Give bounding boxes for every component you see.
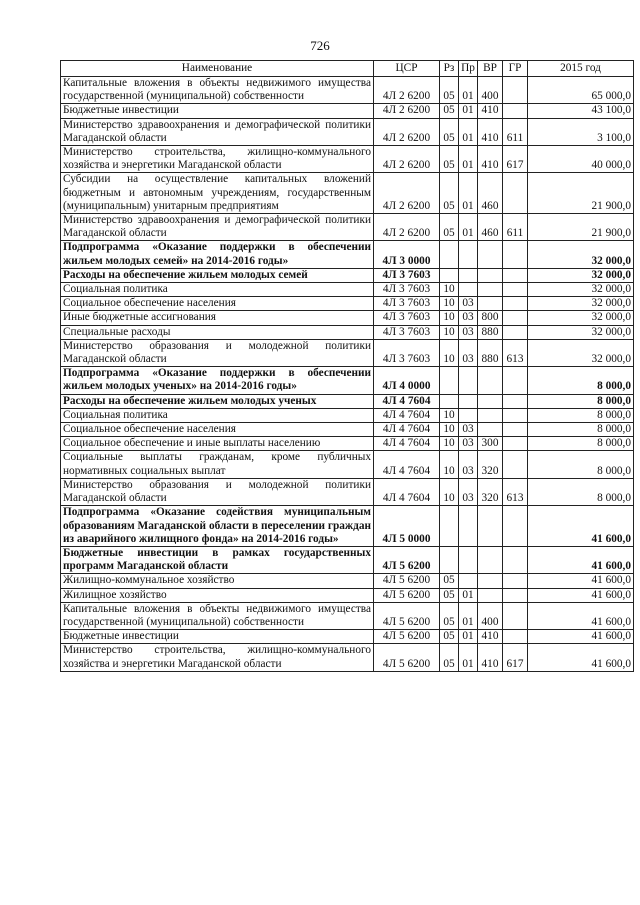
cell-rz: 05 (440, 644, 459, 671)
cell-amount: 32 000,0 (528, 311, 634, 325)
cell-name: Жилищно-коммунальное хозяйство (61, 574, 374, 588)
table-row (61, 118, 634, 145)
cell-rz: 10 (440, 311, 459, 325)
cell-name: Расходы на обеспечение жильем молодых ученых (61, 394, 374, 408)
cell-gr: 617 (503, 146, 528, 173)
cell-gr (503, 104, 528, 118)
cell-name: Социальная политика (61, 408, 374, 422)
cell-name: Бюджетные инвестиции (61, 104, 374, 118)
cell-csr: 4Л 4 7604 (374, 437, 440, 451)
table-row (61, 408, 634, 422)
table-row (61, 602, 634, 629)
cell-rz: 10 (440, 423, 459, 437)
cell-vr: 410 (478, 104, 503, 118)
cell-vr (478, 506, 503, 547)
cell-rz (440, 394, 459, 408)
cell-csr: 4Л 3 7603 (374, 268, 440, 282)
cell-rz (440, 241, 459, 268)
cell-csr: 4Л 2 6200 (374, 173, 440, 214)
table-row (61, 77, 634, 104)
cell-gr (503, 173, 528, 214)
cell-csr: 4Л 3 7603 (374, 311, 440, 325)
cell-amount: 32 000,0 (528, 241, 634, 268)
table-row (61, 437, 634, 451)
cell-vr (478, 283, 503, 297)
cell-vr (478, 588, 503, 602)
cell-name: Социальное обеспечение и иные выплаты населению (61, 437, 374, 451)
cell-csr: 4Л 4 7604 (374, 394, 440, 408)
cell-rz: 05 (440, 588, 459, 602)
cell-rz: 05 (440, 602, 459, 629)
cell-csr: 4Л 4 7604 (374, 423, 440, 437)
cell-amount: 41 600,0 (528, 644, 634, 671)
cell-vr (478, 367, 503, 394)
cell-name: Социальное обеспечение населения (61, 297, 374, 311)
cell-vr (478, 241, 503, 268)
cell-amount: 8 000,0 (528, 423, 634, 437)
cell-csr: 4Л 3 7603 (374, 339, 440, 366)
cell-vr: 880 (478, 339, 503, 366)
cell-rz: 05 (440, 104, 459, 118)
cell-csr: 4Л 5 6200 (374, 588, 440, 602)
cell-gr (503, 325, 528, 339)
cell-csr: 4Л 2 6200 (374, 104, 440, 118)
cell-pr: 03 (459, 451, 478, 478)
table-row (61, 506, 634, 547)
cell-gr (503, 630, 528, 644)
table-row (61, 367, 634, 394)
cell-amount: 41 600,0 (528, 574, 634, 588)
cell-name: Подпрограмма «Оказание содействия муниципальным образованиям Магаданской области в переселении граждан из аварийного жилищного фонда» на 2014-2016 годы» (61, 506, 374, 547)
cell-name: Министерство здравоохранения и демографической политики Магаданской области (61, 214, 374, 241)
header-name: Наименование (61, 61, 374, 77)
cell-rz: 05 (440, 630, 459, 644)
cell-pr: 01 (459, 602, 478, 629)
cell-vr: 400 (478, 602, 503, 629)
cell-csr: 4Л 4 7604 (374, 451, 440, 478)
cell-amount: 8 000,0 (528, 478, 634, 505)
cell-gr (503, 437, 528, 451)
cell-pr: 01 (459, 104, 478, 118)
cell-pr: 01 (459, 173, 478, 214)
cell-name: Подпрограмма «Оказание поддержки в обеспечении жильем молодых ученых» на 2014-2016 годы» (61, 367, 374, 394)
cell-rz: 10 (440, 408, 459, 422)
cell-name: Социальная политика (61, 283, 374, 297)
header-year: 2015 год (528, 61, 634, 77)
cell-pr: 01 (459, 146, 478, 173)
cell-vr: 320 (478, 451, 503, 478)
cell-csr: 4Л 4 0000 (374, 367, 440, 394)
cell-csr: 4Л 3 7603 (374, 297, 440, 311)
cell-csr: 4Л 2 6200 (374, 146, 440, 173)
cell-vr: 410 (478, 146, 503, 173)
table-row (61, 241, 634, 268)
table-row (61, 644, 634, 671)
cell-name: Социальные выплаты гражданам, кроме публичных нормативных социальных выплат (61, 451, 374, 478)
table-row (61, 146, 634, 173)
cell-vr: 460 (478, 173, 503, 214)
cell-pr: 01 (459, 214, 478, 241)
cell-vr (478, 268, 503, 282)
cell-vr: 300 (478, 437, 503, 451)
cell-csr: 4Л 4 7604 (374, 478, 440, 505)
cell-csr: 4Л 2 6200 (374, 77, 440, 104)
header-csr: ЦСР (374, 61, 440, 77)
table-row (61, 478, 634, 505)
cell-pr: 03 (459, 478, 478, 505)
cell-amount: 41 600,0 (528, 602, 634, 629)
cell-name: Расходы на обеспечение жильем молодых семей (61, 268, 374, 282)
cell-pr (459, 241, 478, 268)
table-row (61, 588, 634, 602)
cell-vr (478, 574, 503, 588)
cell-vr: 880 (478, 325, 503, 339)
cell-csr: 4Л 5 6200 (374, 546, 440, 573)
cell-gr (503, 588, 528, 602)
cell-amount: 41 600,0 (528, 546, 634, 573)
cell-name: Социальное обеспечение населения (61, 423, 374, 437)
cell-pr: 03 (459, 297, 478, 311)
cell-gr (503, 77, 528, 104)
cell-gr (503, 506, 528, 547)
table-row (61, 325, 634, 339)
cell-amount: 8 000,0 (528, 394, 634, 408)
page-number: 726 (310, 38, 330, 53)
cell-vr: 800 (478, 311, 503, 325)
cell-rz (440, 367, 459, 394)
cell-csr: 4Л 5 6200 (374, 644, 440, 671)
cell-pr (459, 574, 478, 588)
cell-rz (440, 506, 459, 547)
cell-csr: 4Л 4 7604 (374, 408, 440, 422)
cell-rz: 10 (440, 478, 459, 505)
cell-gr (503, 311, 528, 325)
table-row (61, 423, 634, 437)
cell-rz: 05 (440, 146, 459, 173)
cell-amount: 40 000,0 (528, 146, 634, 173)
cell-gr (503, 297, 528, 311)
cell-gr (503, 283, 528, 297)
table-row (61, 546, 634, 573)
cell-rz: 05 (440, 77, 459, 104)
cell-pr: 03 (459, 423, 478, 437)
cell-vr (478, 546, 503, 573)
cell-gr (503, 268, 528, 282)
cell-rz: 05 (440, 173, 459, 214)
cell-amount: 32 000,0 (528, 339, 634, 366)
cell-vr: 410 (478, 644, 503, 671)
cell-gr: 613 (503, 339, 528, 366)
cell-rz: 05 (440, 214, 459, 241)
cell-csr: 4Л 5 0000 (374, 506, 440, 547)
cell-amount: 8 000,0 (528, 367, 634, 394)
cell-vr (478, 408, 503, 422)
table-row (61, 283, 634, 297)
cell-csr: 4Л 2 6200 (374, 118, 440, 145)
cell-pr (459, 506, 478, 547)
cell-amount: 32 000,0 (528, 268, 634, 282)
cell-rz: 10 (440, 297, 459, 311)
cell-name: Иные бюджетные ассигнования (61, 311, 374, 325)
cell-amount: 32 000,0 (528, 297, 634, 311)
header-pr: Пр (459, 61, 478, 77)
table-row (61, 630, 634, 644)
cell-pr (459, 546, 478, 573)
cell-pr (459, 268, 478, 282)
cell-amount: 41 600,0 (528, 506, 634, 547)
cell-csr: 4Л 2 6200 (374, 214, 440, 241)
cell-name: Бюджетные инвестиции (61, 630, 374, 644)
cell-gr (503, 602, 528, 629)
cell-name: Специальные расходы (61, 325, 374, 339)
cell-amount: 8 000,0 (528, 451, 634, 478)
table-row (61, 104, 634, 118)
cell-amount: 8 000,0 (528, 437, 634, 451)
cell-vr (478, 297, 503, 311)
table-row (61, 214, 634, 241)
cell-vr: 410 (478, 630, 503, 644)
cell-amount: 21 900,0 (528, 173, 634, 214)
cell-vr: 410 (478, 118, 503, 145)
cell-name: Подпрограмма «Оказание поддержки в обеспечении жильем молодых семей» на 2014-2016 годы» (61, 241, 374, 268)
cell-pr: 01 (459, 77, 478, 104)
cell-pr: 01 (459, 588, 478, 602)
cell-gr (503, 574, 528, 588)
cell-pr: 01 (459, 644, 478, 671)
cell-vr: 460 (478, 214, 503, 241)
cell-rz: 10 (440, 283, 459, 297)
cell-gr (503, 408, 528, 422)
cell-gr (503, 546, 528, 573)
cell-vr: 320 (478, 478, 503, 505)
table-header-row (61, 61, 634, 77)
cell-pr (459, 394, 478, 408)
cell-pr: 03 (459, 339, 478, 366)
table-row (61, 339, 634, 366)
cell-gr (503, 451, 528, 478)
cell-pr (459, 367, 478, 394)
header-rz: Рз (440, 61, 459, 77)
cell-gr (503, 367, 528, 394)
cell-vr (478, 394, 503, 408)
cell-amount: 8 000,0 (528, 408, 634, 422)
cell-vr (478, 423, 503, 437)
cell-vr: 400 (478, 77, 503, 104)
cell-name: Министерство строительства, жилищно-коммунального хозяйства и энергетики Магаданской области (61, 146, 374, 173)
cell-amount: 65 000,0 (528, 77, 634, 104)
cell-amount: 21 900,0 (528, 214, 634, 241)
header-vr: ВР (478, 61, 503, 77)
cell-rz (440, 546, 459, 573)
table-row (61, 297, 634, 311)
cell-rz: 10 (440, 437, 459, 451)
cell-name: Капитальные вложения в объекты недвижимого имущества государственной (муниципальной) собственности (61, 602, 374, 629)
table-row (61, 268, 634, 282)
cell-name: Министерство образования и молодежной политики Магаданской области (61, 478, 374, 505)
cell-name: Министерство строительства, жилищно-коммунального хозяйства и энергетики Магаданской области (61, 644, 374, 671)
table-row (61, 311, 634, 325)
cell-gr: 613 (503, 478, 528, 505)
cell-rz: 10 (440, 325, 459, 339)
cell-gr (503, 394, 528, 408)
cell-pr (459, 283, 478, 297)
cell-name: Жилищное хозяйство (61, 588, 374, 602)
table-row (61, 574, 634, 588)
cell-name: Министерство образования и молодежной политики Магаданской области (61, 339, 374, 366)
cell-amount: 32 000,0 (528, 325, 634, 339)
cell-amount: 41 600,0 (528, 630, 634, 644)
cell-amount: 41 600,0 (528, 588, 634, 602)
cell-pr: 03 (459, 437, 478, 451)
budget-table (60, 60, 634, 672)
cell-rz: 10 (440, 339, 459, 366)
table-row (61, 173, 634, 214)
cell-pr: 03 (459, 311, 478, 325)
cell-gr: 617 (503, 644, 528, 671)
cell-pr (459, 408, 478, 422)
cell-gr (503, 423, 528, 437)
cell-pr: 01 (459, 118, 478, 145)
cell-gr (503, 241, 528, 268)
cell-csr: 4Л 3 7603 (374, 283, 440, 297)
table-row (61, 451, 634, 478)
cell-amount: 43 100,0 (528, 104, 634, 118)
cell-gr: 611 (503, 118, 528, 145)
cell-amount: 32 000,0 (528, 283, 634, 297)
cell-pr: 01 (459, 630, 478, 644)
cell-csr: 4Л 5 6200 (374, 574, 440, 588)
cell-csr: 4Л 5 6200 (374, 630, 440, 644)
cell-pr: 03 (459, 325, 478, 339)
cell-rz (440, 268, 459, 282)
cell-rz: 10 (440, 451, 459, 478)
cell-csr: 4Л 3 0000 (374, 241, 440, 268)
cell-name: Министерство здравоохранения и демографической политики Магаданской области (61, 118, 374, 145)
table-body (61, 77, 634, 672)
cell-csr: 4Л 3 7603 (374, 325, 440, 339)
cell-name: Капитальные вложения в объекты недвижимого имущества государственной (муниципальной) собственности (61, 77, 374, 104)
cell-amount: 3 100,0 (528, 118, 634, 145)
cell-rz: 05 (440, 574, 459, 588)
cell-rz: 05 (440, 118, 459, 145)
cell-name: Бюджетные инвестиции в рамках государственных программ Магаданской области (61, 546, 374, 573)
cell-csr: 4Л 5 6200 (374, 602, 440, 629)
cell-gr: 611 (503, 214, 528, 241)
table-row (61, 394, 634, 408)
cell-name: Субсидии на осуществление капитальных вложений бюджетным и автономным учреждениям, государственным (муниципальным) унитарным предприятиям (61, 173, 374, 214)
header-gr: ГР (503, 61, 528, 77)
